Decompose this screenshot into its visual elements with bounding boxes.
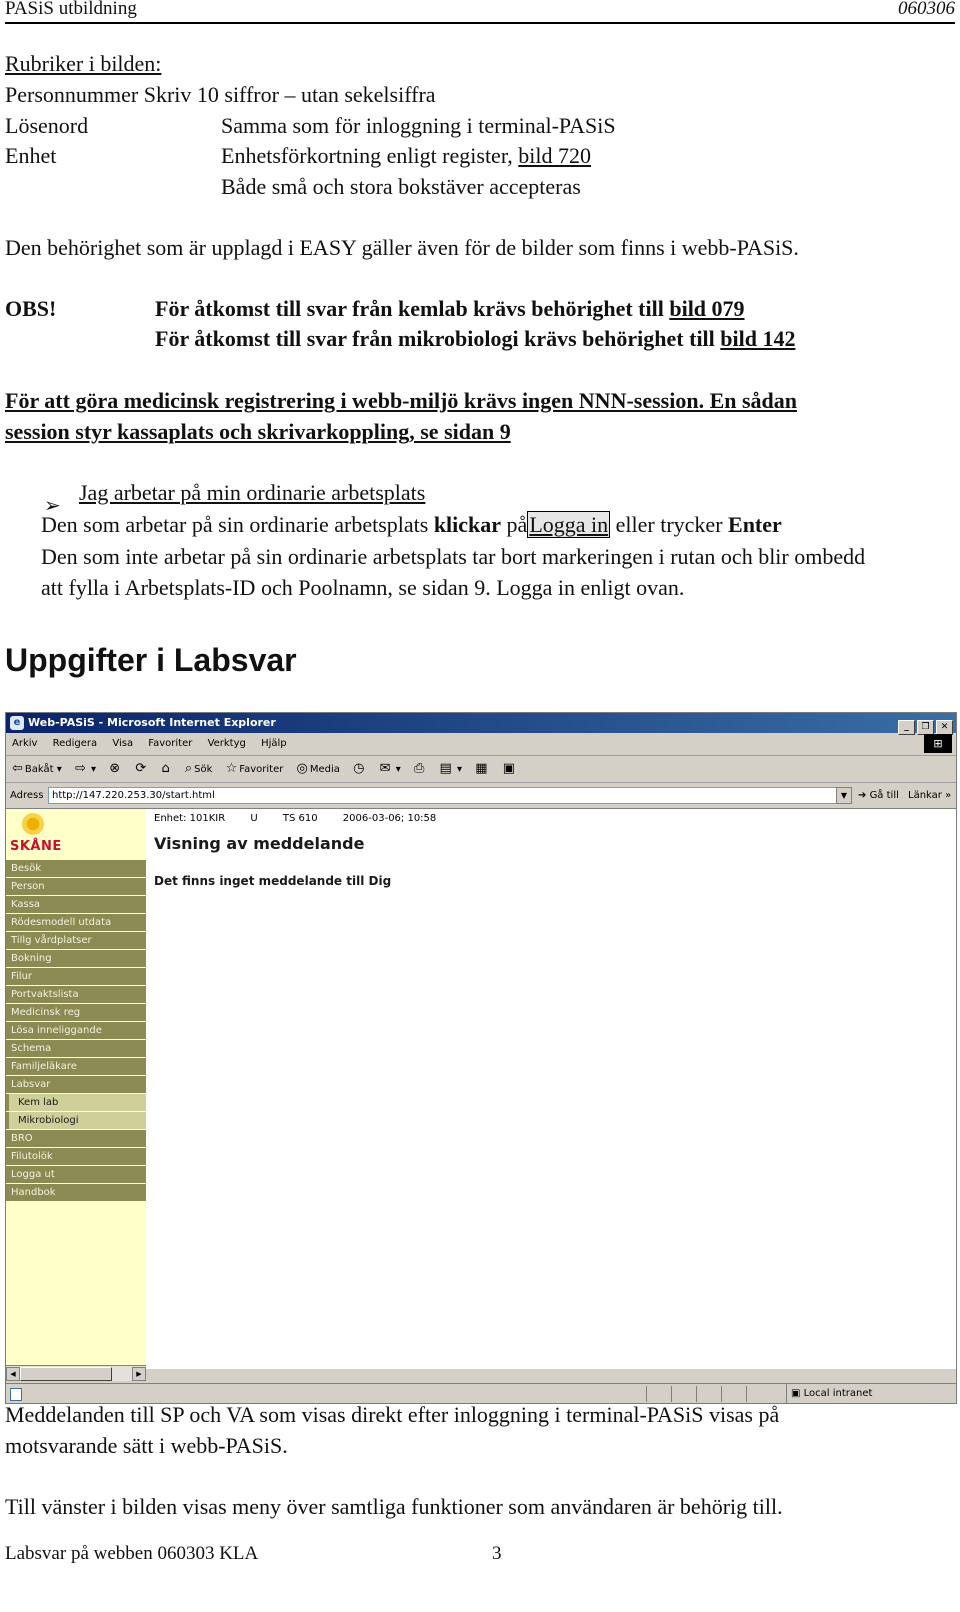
page-status-icon xyxy=(10,1388,22,1401)
para-easy: Den behörighet som är upplagd i EASY gäller även för de bilder som finns i webb-PASiS. xyxy=(5,235,799,260)
scroll-left-icon[interactable]: ◀ xyxy=(6,1367,20,1381)
sidebar-item-rödesmodell-utdata[interactable]: Rödesmodell utdata xyxy=(6,914,146,931)
nnn-line-2: session styr kassaplats och skrivarkoppling, se sidan 9 xyxy=(5,419,511,444)
section-heading: Uppgifter i Labsvar xyxy=(5,642,297,678)
obs-line-2 xyxy=(155,326,795,352)
minimize-icon[interactable]: _ xyxy=(898,720,915,735)
message-title: Visning av meddelande xyxy=(154,834,365,853)
nnn-line-1: För att göra medicinsk registrering i webb-miljö krävs ingen NNN-session. En sådan xyxy=(5,388,798,413)
message-text: Det finns inget meddelande till Dig xyxy=(154,874,392,888)
workplace-title: Jag arbetar på min ordinarie arbetsplats xyxy=(79,480,426,505)
enhet-text: Enhetsförkortning enligt register, xyxy=(221,143,513,168)
sidebar-item-bro[interactable]: BRO xyxy=(6,1130,146,1147)
research-button[interactable] xyxy=(503,756,517,783)
browser-title: Web-PASiS - Microsoft Internet Explorer xyxy=(28,716,276,729)
print-icon: ⎙ xyxy=(413,761,425,776)
sidebar-item-schema[interactable]: Schema xyxy=(6,1040,146,1057)
media-button[interactable] xyxy=(297,756,340,783)
sidebar-item-lösa-inneliggande[interactable]: Lösa inneliggande xyxy=(6,1022,146,1039)
go-button[interactable]: ➔ Gå till xyxy=(858,790,899,801)
document-footer xyxy=(5,1541,955,1567)
para-messages-2: motsvarande sätt i webb-PASiS. xyxy=(5,1433,288,1458)
sidebar-item-handbok[interactable]: Handbok xyxy=(6,1184,146,1201)
obs-line-1-text: För åtkomst till svar från kemlab krävs behörighet till xyxy=(155,296,664,321)
logga-in-button[interactable]: Logga in xyxy=(529,512,609,537)
obs-line-2-text: För åtkomst till svar från mikrobiologi krävs behörighet till xyxy=(155,326,715,351)
print-button[interactable] xyxy=(414,756,426,783)
favorites-button[interactable] xyxy=(226,756,284,783)
skane-logo xyxy=(10,813,62,857)
sidebar-item-person[interactable]: Person xyxy=(6,878,146,895)
address-label: Adress xyxy=(10,790,44,801)
header-date: 060306 xyxy=(898,0,955,19)
status-separator xyxy=(721,1386,722,1402)
search-label: Sök xyxy=(194,764,213,775)
status-separator xyxy=(671,1386,672,1402)
sidebar-item-logga-ut[interactable]: Logga ut xyxy=(6,1166,146,1183)
status-separator xyxy=(646,1386,647,1402)
address-bar xyxy=(6,783,956,809)
maximize-icon[interactable]: ❐ xyxy=(917,720,934,735)
mail-icon: ✉ xyxy=(379,761,391,776)
link-bild-142[interactable]: bild 142 xyxy=(720,326,796,351)
edit-button[interactable]: ▤ ▾ xyxy=(440,756,463,783)
forward-arrow-icon: ⇨ xyxy=(74,761,86,776)
sidebar-item-familjeläkare[interactable]: Familjeläkare xyxy=(6,1058,146,1075)
browser-toolbar xyxy=(6,756,956,783)
browser-titlebar xyxy=(6,713,956,733)
mail-button[interactable]: ✉ ▾ xyxy=(380,756,401,783)
links-button[interactable]: Länkar » xyxy=(908,790,952,801)
go-label: Gå till xyxy=(869,790,899,801)
value-losenord: Samma som för inloggning i terminal-PASiS xyxy=(221,113,616,138)
sidebar-item-mikrobiologi[interactable]: Mikrobiologi xyxy=(6,1112,146,1129)
sidebar-item-besök[interactable]: Besök xyxy=(6,860,146,877)
scroll-right-icon[interactable]: ▶ xyxy=(132,1367,146,1381)
ie-icon: e xyxy=(10,716,24,730)
home-button[interactable] xyxy=(161,756,171,783)
menu-redigera[interactable]: Redigera xyxy=(52,738,98,749)
favorites-label: Favoriter xyxy=(239,764,284,775)
home-icon: ⌂ xyxy=(161,761,170,776)
back-arrow-icon: ⇦ xyxy=(12,761,23,776)
sidebar-item-kem-lab[interactable]: Kem lab xyxy=(6,1094,146,1111)
discuss-button[interactable] xyxy=(475,756,489,783)
section-title: Rubriker i bilden: xyxy=(5,51,162,76)
menu-verktyg[interactable]: Verktyg xyxy=(207,738,246,749)
scroll-thumb[interactable] xyxy=(20,1367,112,1381)
page-number: 3 xyxy=(492,1543,502,1564)
browser-statusbar xyxy=(6,1383,956,1404)
label-losenord: Lösenord xyxy=(5,113,89,138)
status-unit: Enhet: 101KIR xyxy=(154,813,226,824)
media-icon: ◎ xyxy=(296,761,308,776)
status-datetime: 2006-03-06; 10:58 xyxy=(342,813,437,824)
pasis-sidebar xyxy=(6,809,146,1369)
arrow-bullet-icon: ➢ xyxy=(44,495,61,517)
search-icon: ⌕ xyxy=(184,761,193,776)
skane-logo-text: SKÅNE xyxy=(10,839,62,854)
windows-logo-icon: ⊞ xyxy=(924,734,952,753)
value-enhet xyxy=(221,143,591,169)
research-icon: ▣ xyxy=(502,761,516,776)
browser-menubar xyxy=(6,733,956,756)
refresh-icon: ⟳ xyxy=(135,761,147,776)
sidebar-item-labsvar[interactable]: Labsvar xyxy=(6,1076,146,1093)
menu-arkiv[interactable]: Arkiv xyxy=(12,738,38,749)
menu-favoriter[interactable]: Favoriter xyxy=(148,738,193,749)
zone-label: Local intranet xyxy=(803,1388,873,1399)
sidebar-item-filur[interactable]: Filur xyxy=(6,968,146,985)
label-enhet: Enhet xyxy=(5,143,57,168)
discuss-icon: ▦ xyxy=(475,761,488,776)
link-bild-720[interactable]: bild 720 xyxy=(518,143,592,168)
row-personnummer: Personnummer Skriv 10 siffror – utan sekelsiffra xyxy=(5,82,436,107)
value-case-note: Både små och stora bokstäver accepteras xyxy=(221,174,581,199)
workplace-line-3: att fylla i Arbetsplats-ID och Poolnamn, se sidan 9. Logga in enligt ovan. xyxy=(41,575,685,600)
link-bild-079[interactable]: bild 079 xyxy=(669,296,745,321)
workplace-line-2: Den som inte arbetar på sin ordinarie arbetsplats tar bort markeringen i rutan och blir ombedd xyxy=(41,544,866,569)
menu-visa[interactable]: Visa xyxy=(112,738,134,749)
security-zone xyxy=(786,1384,872,1404)
address-input[interactable]: http://147.220.253.30/start.html xyxy=(48,787,843,804)
sidebar-item-portvaktslista[interactable]: Portvaktslista xyxy=(6,986,146,1003)
edit-icon: ▤ xyxy=(439,761,452,776)
wp-l1-enter: Enter xyxy=(728,512,782,537)
status-separator xyxy=(746,1386,747,1402)
history-icon: ◷ xyxy=(353,761,365,776)
status-ts: TS 610 xyxy=(282,813,318,824)
history-button[interactable] xyxy=(353,756,366,783)
stop-button[interactable] xyxy=(109,756,122,783)
status-u: U xyxy=(250,813,258,824)
obs-label: OBS! xyxy=(5,296,57,321)
refresh-button[interactable] xyxy=(135,756,148,783)
status-separator xyxy=(696,1386,697,1402)
links-label: Länkar xyxy=(908,790,942,801)
pasis-content xyxy=(146,809,956,1369)
media-label: Media xyxy=(309,764,340,775)
wp-l1-klickar: klickar xyxy=(433,512,502,537)
sidebar-menu xyxy=(6,860,146,1202)
sidebar-item-bokning[interactable]: Bokning xyxy=(6,950,146,967)
sidebar-item-kassa[interactable]: Kassa xyxy=(6,896,146,913)
search-button[interactable] xyxy=(185,756,213,783)
forward-button[interactable]: ⇨ ▾ xyxy=(75,756,96,783)
para-messages-1: Meddelanden till SP och VA som visas direkt efter inloggning i terminal-PASiS visas på xyxy=(5,1402,780,1427)
document-header xyxy=(5,0,955,24)
sidebar-item-tillg-vårdplatser[interactable]: Tillg vårdplatser xyxy=(6,932,146,949)
stop-icon: ⊗ xyxy=(109,761,121,776)
footer-text: Labsvar på webben 060303 KLA xyxy=(5,1543,259,1564)
favorites-icon: ☆ xyxy=(225,761,238,776)
workplace-line-1 xyxy=(41,512,782,538)
close-icon[interactable]: ✕ xyxy=(936,720,953,735)
menu-hjalp[interactable]: Hjälp xyxy=(261,738,287,749)
header-title: PASiS utbildning xyxy=(5,0,137,19)
back-button[interactable]: ⇦ Bakåt ▾ xyxy=(12,756,62,783)
session-status xyxy=(154,813,458,824)
sidebar-item-medicinsk-reg[interactable]: Medicinsk reg xyxy=(6,1004,146,1021)
skane-sun-icon xyxy=(22,813,44,835)
sidebar-item-filutolök[interactable]: Filutolök xyxy=(6,1148,146,1165)
wp-l1-a: Den som arbetar på sin ordinarie arbetsplats xyxy=(41,512,429,537)
para-menu: Till vänster i bilden visas meny över samtliga funktioner som användaren är behörig till. xyxy=(5,1494,783,1519)
address-dropdown-icon[interactable]: ▼ xyxy=(836,787,852,804)
browser-window xyxy=(5,712,957,1404)
wp-l1-pa: på xyxy=(506,512,528,537)
horizontal-scrollbar[interactable] xyxy=(6,1365,146,1381)
obs-line-1 xyxy=(155,296,745,322)
intranet-icon: ▣ xyxy=(791,1388,801,1399)
back-label: Bakåt xyxy=(24,764,54,775)
wp-l1-d: eller trycker xyxy=(615,512,723,537)
